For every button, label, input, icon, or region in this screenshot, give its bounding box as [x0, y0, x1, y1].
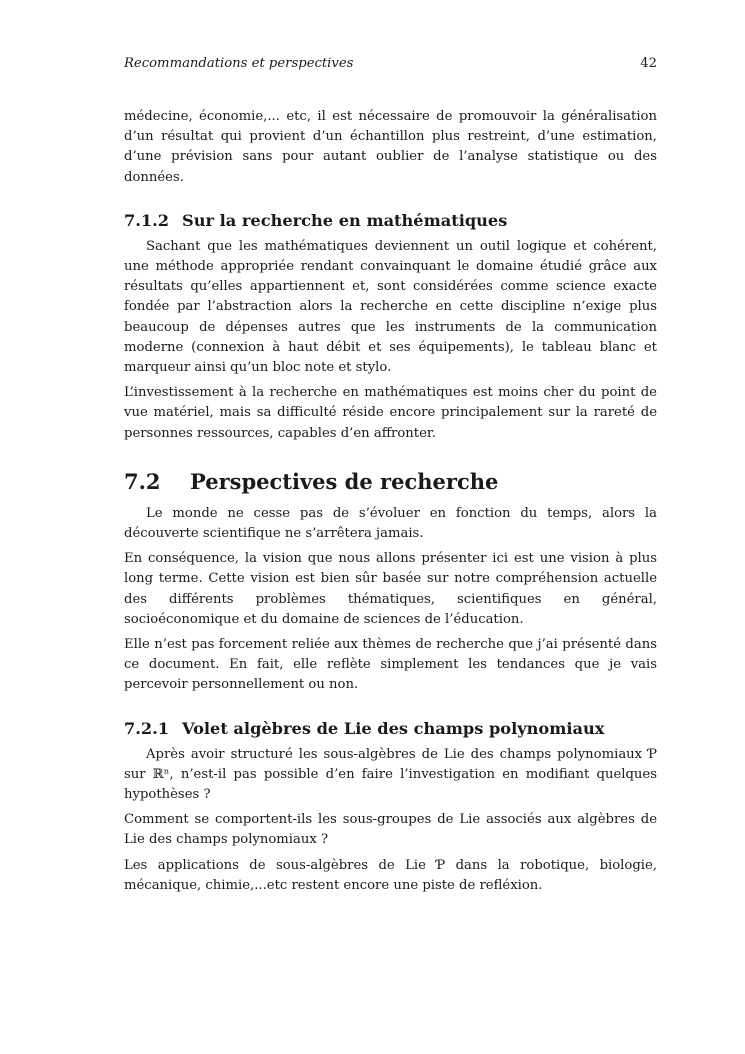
- paragraph: Sachant que les mathématiques deviennent un outil logique et cohérent, une méthode appropriée rendant convainquant le domaine étudié grâce aux résultats qu’elles appartiennent et, sont considérées comme science exacte fondée par l’abstraction alors la recherche en cette discipline n’exige plus beaucoup de dépenses autres que les instruments de la communication moderne (connexion à haut débit et ses équipements), le tableau blanc et marqueur ainsi qu’un bloc note et stylo.: [124, 238, 657, 376]
- paragraph: Les applications de sous-algèbres de Lie Ƥ dans la robotique, biologie, mécanique, chimie,...etc restent encore une piste de refléxion.: [124, 857, 657, 893]
- paragraph: Après avoir structuré les sous-algèbres de Lie des champs polynomiaux Ƥ sur ℝⁿ, n’est-il pas possible d’en faire l’investigation en modifiant quelques hypothèses ?: [124, 746, 657, 803]
- subsection-number: 7.1.2: [124, 210, 170, 230]
- paragraph: Elle n’est pas forcement reliée aux thèmes de recherche que j’ai présenté dans ce document. En fait, elle reflète simplement les tendances que je vais percevoir personnellement ou non.: [124, 637, 657, 693]
- running-header: [124, 56, 657, 72]
- paragraph: L’investissement à la recherche en mathématiques est moins cher du point de vue matériel, mais sa difficulté réside encore principalement sur la rareté de personnes ressources, capables d’en affronter.: [124, 385, 657, 441]
- section-heading-7-2: [124, 468, 657, 496]
- subsection-title: Sur la recherche en mathématiques: [182, 210, 508, 230]
- subsection-title: Volet algèbres de Lie des champs polynomiaux: [182, 718, 605, 738]
- paragraph: Le monde ne cesse pas de s’évoluer en fonction du temps, alors la découverte scientifique ne s’arrêtera jamais.: [124, 505, 657, 542]
- subsection-heading-7-2-1: [124, 718, 657, 740]
- paragraph: En conséquence, la vision que nous allons présenter ici est une vision à plus long terme. Cette vision est bien sûr basée sur notre compréhension actuelle des différents problèmes thématiques, scientifiques en général, socioéconomique et du domaine de sciences de l’éducation.: [124, 551, 657, 627]
- chapter-title: Recommandations et perspectives: [124, 56, 354, 71]
- section-number: 7.2: [124, 468, 161, 494]
- page-content: [124, 107, 657, 896]
- subsection-heading-7-1-2: [124, 210, 657, 232]
- page-number: 42: [640, 56, 657, 71]
- paragraph: Comment se comportent-ils les sous-groupes de Lie associés aux algèbres de Lie des champs polynomiaux ?: [124, 812, 657, 848]
- section-title: Perspectives de recherche: [190, 468, 499, 494]
- intro-paragraph: médecine, économie,... etc, il est nécessaire de promouvoir la généralisation d’un résultat qui provient d’un échantillon plus restreint, d’une estimation, d’une prévision sans pour autant oublier de l’analyse statistique ou des données.: [124, 109, 657, 185]
- subsection-number: 7.2.1: [124, 718, 170, 738]
